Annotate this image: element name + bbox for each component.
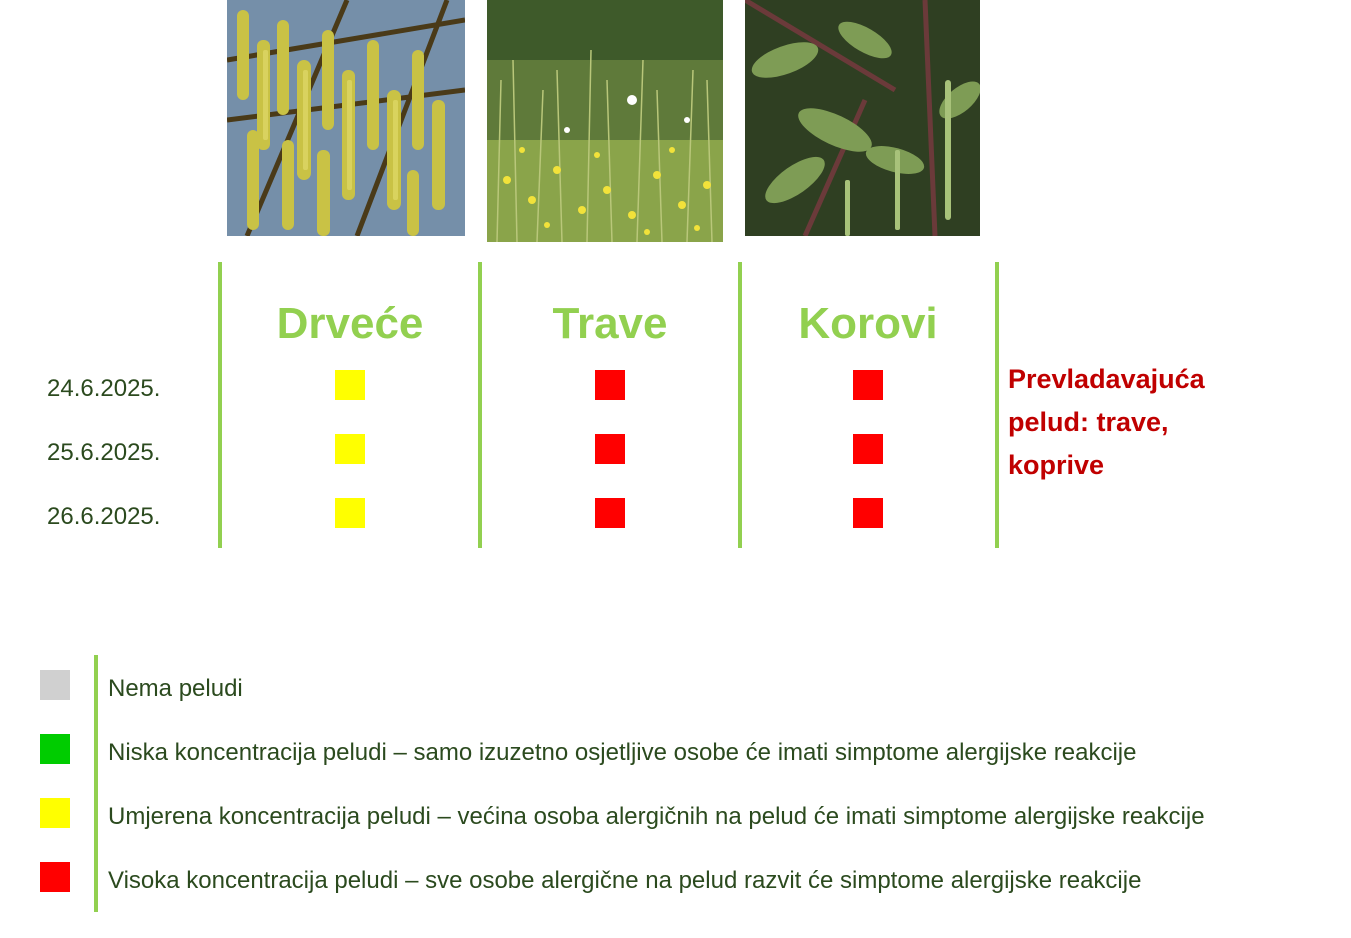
column-heading-trees: Drveće [276,299,424,348]
level-indicator [595,434,625,464]
level-indicator [595,498,625,528]
row-date: 26.6.2025. [47,503,161,530]
level-indicator [595,370,625,400]
note-line: Prevladavajuća [1008,364,1205,394]
legend-swatch-none [40,670,70,700]
note-line: pelud: trave, [1008,407,1169,437]
level-indicator [335,498,365,528]
legend-swatch-low [40,734,70,764]
legend-text-low: Niska koncentracija peludi – samo izuzetno osjetljive osobe će imati simptome alergijske reakcije [108,739,1137,766]
level-indicator [853,434,883,464]
legend-text-none: Nema peludi [108,675,243,702]
level-indicator [853,370,883,400]
column-heading-weeds: Korovi [798,299,938,348]
ragweed-photo [745,0,980,236]
row-date: 25.6.2025. [47,439,161,466]
legend-text-high: Visoka koncentracija peludi – sve osobe alergične na pelud razvit će simptome alergijske reakcije [108,867,1142,894]
legend-swatch-moderate [40,798,70,828]
legend-swatch-high [40,862,70,892]
row-date: 24.6.2025. [47,375,161,402]
note-line: koprive [1008,450,1105,480]
meadow-grass-photo [487,0,723,242]
hazel-catkins-photo [227,0,465,236]
level-indicator [853,498,883,528]
legend-divider [94,655,98,912]
level-indicator [335,434,365,464]
legend-text-moderate: Umjerena koncentracija peludi – većina osoba alergičnih na pelud će imati simptome alergijske reakcije [108,803,1205,830]
level-indicator [335,370,365,400]
column-heading-grasses: Trave [552,299,668,348]
dominant-pollen-note [1008,358,1308,487]
